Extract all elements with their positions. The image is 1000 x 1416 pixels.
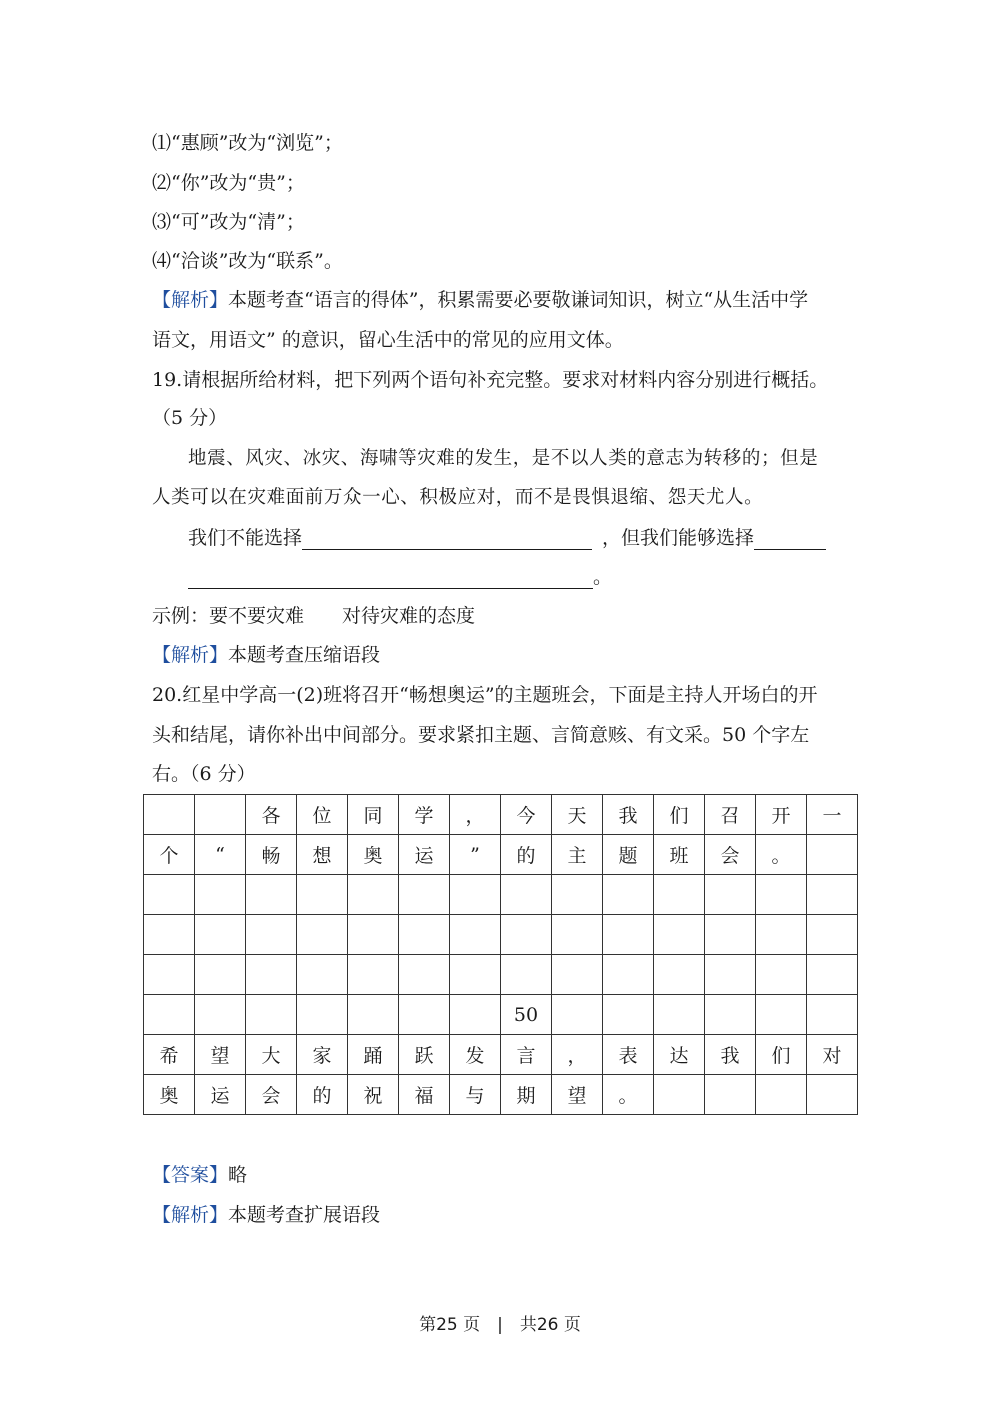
grid-cell[interactable] xyxy=(348,875,399,915)
blank-1[interactable] xyxy=(302,529,592,550)
question-20-line-3: 右。（6 分） xyxy=(152,763,256,785)
grid-cell[interactable] xyxy=(297,875,348,915)
grid-cell[interactable] xyxy=(348,915,399,955)
answer-20-text: 略 xyxy=(228,1164,248,1186)
fill-sentence-cont xyxy=(188,565,612,589)
grid-row xyxy=(144,795,858,835)
grid-cell[interactable]: 发 xyxy=(450,1035,501,1075)
grid-cell[interactable] xyxy=(603,955,654,995)
grid-cell[interactable] xyxy=(144,995,195,1035)
grid-cell[interactable]: 学 xyxy=(399,795,450,835)
grid-cell[interactable] xyxy=(603,875,654,915)
grid-cell[interactable]: 一 xyxy=(807,795,858,835)
question-20: 20.红星中学高一(2)班将召开“畅想奥运”的主题班会，下面是主持人开场白的开 xyxy=(152,684,818,706)
grid-cell[interactable] xyxy=(807,915,858,955)
grid-cell[interactable]: 望 xyxy=(552,1075,603,1115)
analysis-19-text: 本题考查压缩语段 xyxy=(228,644,381,666)
grid-cell[interactable] xyxy=(756,995,807,1035)
material-line-1: 地震、风灾、冰灾、海啸等灾难的发生，是不以人类的意志为转移的；但是 xyxy=(188,448,819,469)
grid-cell[interactable]: 对 xyxy=(807,1035,858,1075)
grid-cell[interactable]: 福 xyxy=(399,1075,450,1115)
question-19-score: （5 分） xyxy=(152,407,228,429)
fill-sentence-part-a: 我们不能选择 xyxy=(188,527,303,549)
grid-cell[interactable] xyxy=(450,995,501,1035)
grid-cell[interactable] xyxy=(450,915,501,955)
grid-cell[interactable]: ， xyxy=(552,1035,603,1075)
material-line-2: 人类可以在灾难面前万众一心、积极应对，而不是畏惧退缩、怨天尤人。 xyxy=(152,487,764,508)
grid-cell[interactable] xyxy=(501,955,552,995)
grid-cell[interactable]: 主 xyxy=(552,835,603,875)
answer-line-4: ⑷“洽谈”改为“联系”。 xyxy=(152,250,343,272)
grid-cell[interactable]: 天 xyxy=(552,795,603,835)
grid-cell[interactable]: 的 xyxy=(297,1075,348,1115)
grid-cell[interactable]: ， xyxy=(450,795,501,835)
answer-20 xyxy=(152,1163,247,1187)
analysis-line-1 xyxy=(152,288,808,312)
grid-cell[interactable]: “ xyxy=(195,835,246,875)
grid-cell[interactable] xyxy=(297,915,348,955)
grid-cell[interactable] xyxy=(603,995,654,1035)
grid-cell[interactable] xyxy=(144,875,195,915)
grid-cell[interactable] xyxy=(144,795,195,835)
grid-cell[interactable] xyxy=(399,875,450,915)
grid-row xyxy=(144,875,858,915)
analysis-tag: 【解析】 xyxy=(152,1204,229,1226)
grid-cell[interactable]: 们 xyxy=(756,1035,807,1075)
grid-cell[interactable] xyxy=(144,915,195,955)
grid-cell[interactable]: 位 xyxy=(297,795,348,835)
grid-row xyxy=(144,995,858,1035)
grid-cell[interactable] xyxy=(195,915,246,955)
grid-cell[interactable] xyxy=(807,835,858,875)
grid-cell[interactable]: 班 xyxy=(654,835,705,875)
grid-cell[interactable] xyxy=(654,915,705,955)
page-footer: 第25 页 | 共26 页 xyxy=(419,1315,581,1335)
grid-cell[interactable]: 奥 xyxy=(144,1075,195,1115)
grid-cell[interactable] xyxy=(195,955,246,995)
fill-sentence xyxy=(188,526,826,550)
answer-line-2: ⑵“你”改为“贵”； xyxy=(152,172,305,194)
grid-cell[interactable] xyxy=(399,995,450,1035)
grid-cell[interactable] xyxy=(654,995,705,1035)
grid-cell[interactable]: 大 xyxy=(246,1035,297,1075)
grid-cell[interactable] xyxy=(246,995,297,1035)
grid-cell[interactable] xyxy=(705,995,756,1035)
blank-2-cont[interactable] xyxy=(188,568,593,589)
grid-cell[interactable]: 与 xyxy=(450,1075,501,1115)
grid-cell[interactable] xyxy=(603,915,654,955)
answer-tag: 【答案】 xyxy=(152,1164,229,1186)
grid-cell[interactable]: 家 xyxy=(297,1035,348,1075)
fill-sentence-part-b: ，但我们能够选择 xyxy=(602,527,755,549)
analysis-20 xyxy=(152,1203,380,1227)
grid-cell[interactable]: ” xyxy=(450,835,501,875)
grid-cell[interactable] xyxy=(756,915,807,955)
grid-cell[interactable] xyxy=(195,795,246,835)
grid-cell[interactable]: 踊 xyxy=(348,1035,399,1075)
grid-cell[interactable] xyxy=(807,875,858,915)
blank-2[interactable] xyxy=(754,529,826,550)
analysis-line-2: 语文，用语文” 的意识，留心生活中的常见的应用文体。 xyxy=(152,329,624,351)
grid-row xyxy=(144,955,858,995)
grid-cell[interactable]: 运 xyxy=(195,1075,246,1115)
grid-cell[interactable]: 望 xyxy=(195,1035,246,1075)
grid-cell[interactable] xyxy=(501,915,552,955)
grid-cell[interactable]: 们 xyxy=(654,795,705,835)
grid-cell[interactable]: 期 xyxy=(501,1075,552,1115)
grid-cell[interactable] xyxy=(399,915,450,955)
grid-cell[interactable]: 祝 xyxy=(348,1075,399,1115)
grid-cell[interactable] xyxy=(807,1075,858,1115)
grid-row xyxy=(144,835,858,875)
grid-cell[interactable] xyxy=(654,875,705,915)
grid-row xyxy=(144,1075,858,1115)
grid-cell[interactable]: 50 xyxy=(501,995,552,1035)
grid-row xyxy=(144,1035,858,1075)
grid-cell[interactable]: 运 xyxy=(399,835,450,875)
grid-cell[interactable] xyxy=(297,995,348,1035)
grid-cell[interactable]: 我 xyxy=(603,795,654,835)
grid-cell[interactable]: 会 xyxy=(705,835,756,875)
grid-cell[interactable] xyxy=(246,915,297,955)
grid-cell[interactable] xyxy=(246,875,297,915)
grid-cell[interactable]: 会 xyxy=(246,1075,297,1115)
grid-cell[interactable] xyxy=(399,955,450,995)
grid-cell[interactable]: 个 xyxy=(144,835,195,875)
writing-grid xyxy=(143,794,858,1115)
example-answer: 示例：要不要灾难 对待灾难的态度 xyxy=(152,605,476,627)
analysis-text: 本题考查“语言的得体”，积累需要必要敬谦词知识，树立“从生活中学 xyxy=(228,289,809,311)
grid-cell[interactable]: 畅 xyxy=(246,835,297,875)
grid-cell[interactable] xyxy=(501,875,552,915)
grid-cell[interactable]: 题 xyxy=(603,835,654,875)
grid-cell[interactable] xyxy=(705,875,756,915)
grid-cell[interactable]: 今 xyxy=(501,795,552,835)
grid-cell[interactable] xyxy=(246,955,297,995)
grid-cell[interactable] xyxy=(552,955,603,995)
analysis-19 xyxy=(152,643,380,667)
grid-cell[interactable] xyxy=(552,915,603,955)
grid-cell[interactable]: 想 xyxy=(297,835,348,875)
grid-cell[interactable] xyxy=(705,955,756,995)
grid-cell[interactable]: 表 xyxy=(603,1035,654,1075)
grid-cell[interactable]: 。 xyxy=(603,1075,654,1115)
grid-cell[interactable] xyxy=(144,955,195,995)
grid-cell[interactable] xyxy=(552,875,603,915)
analysis-20-text: 本题考查扩展语段 xyxy=(228,1204,381,1226)
grid-cell[interactable] xyxy=(756,875,807,915)
grid-cell[interactable] xyxy=(654,1075,705,1115)
grid-cell[interactable] xyxy=(552,995,603,1035)
grid-cell[interactable]: 跃 xyxy=(399,1035,450,1075)
question-19: 19.请根据所给材料，把下列两个语句补充完整。要求对材料内容分别进行概括。 xyxy=(152,369,829,391)
grid-cell[interactable] xyxy=(705,915,756,955)
grid-cell[interactable] xyxy=(756,1075,807,1115)
grid-cell[interactable]: 我 xyxy=(705,1035,756,1075)
grid-cell[interactable]: 言 xyxy=(501,1035,552,1075)
analysis-tag: 【解析】 xyxy=(152,644,229,666)
grid-cell[interactable]: 同 xyxy=(348,795,399,835)
grid-cell[interactable] xyxy=(807,995,858,1035)
grid-cell[interactable] xyxy=(348,995,399,1035)
fill-end: 。 xyxy=(593,566,613,588)
grid-cell[interactable]: 开 xyxy=(756,795,807,835)
grid-cell[interactable] xyxy=(450,955,501,995)
grid-cell[interactable] xyxy=(705,1075,756,1115)
grid-cell[interactable] xyxy=(297,955,348,995)
grid-cell[interactable]: 各 xyxy=(246,795,297,835)
answer-line-3: ⑶“可”改为“清”； xyxy=(152,211,305,233)
grid-cell[interactable] xyxy=(195,995,246,1035)
grid-cell[interactable] xyxy=(756,955,807,995)
grid-cell[interactable]: 的 xyxy=(501,835,552,875)
grid-cell[interactable] xyxy=(654,955,705,995)
grid-cell[interactable] xyxy=(348,955,399,995)
grid-cell[interactable] xyxy=(195,875,246,915)
grid-cell[interactable]: 希 xyxy=(144,1035,195,1075)
answer-line-1: ⑴“惠顾”改为“浏览”； xyxy=(152,132,343,154)
grid-cell[interactable]: 奥 xyxy=(348,835,399,875)
grid-cell[interactable] xyxy=(807,955,858,995)
grid-row xyxy=(144,915,858,955)
grid-cell[interactable] xyxy=(450,875,501,915)
grid-cell[interactable]: 达 xyxy=(654,1035,705,1075)
analysis-tag: 【解析】 xyxy=(152,289,229,311)
question-20-line-2: 头和结尾，请你补出中间部分。要求紧扣主题、言简意赅、有文采。50 个字左 xyxy=(152,724,810,746)
grid-cell[interactable]: 召 xyxy=(705,795,756,835)
grid-cell[interactable]: 。 xyxy=(756,835,807,875)
